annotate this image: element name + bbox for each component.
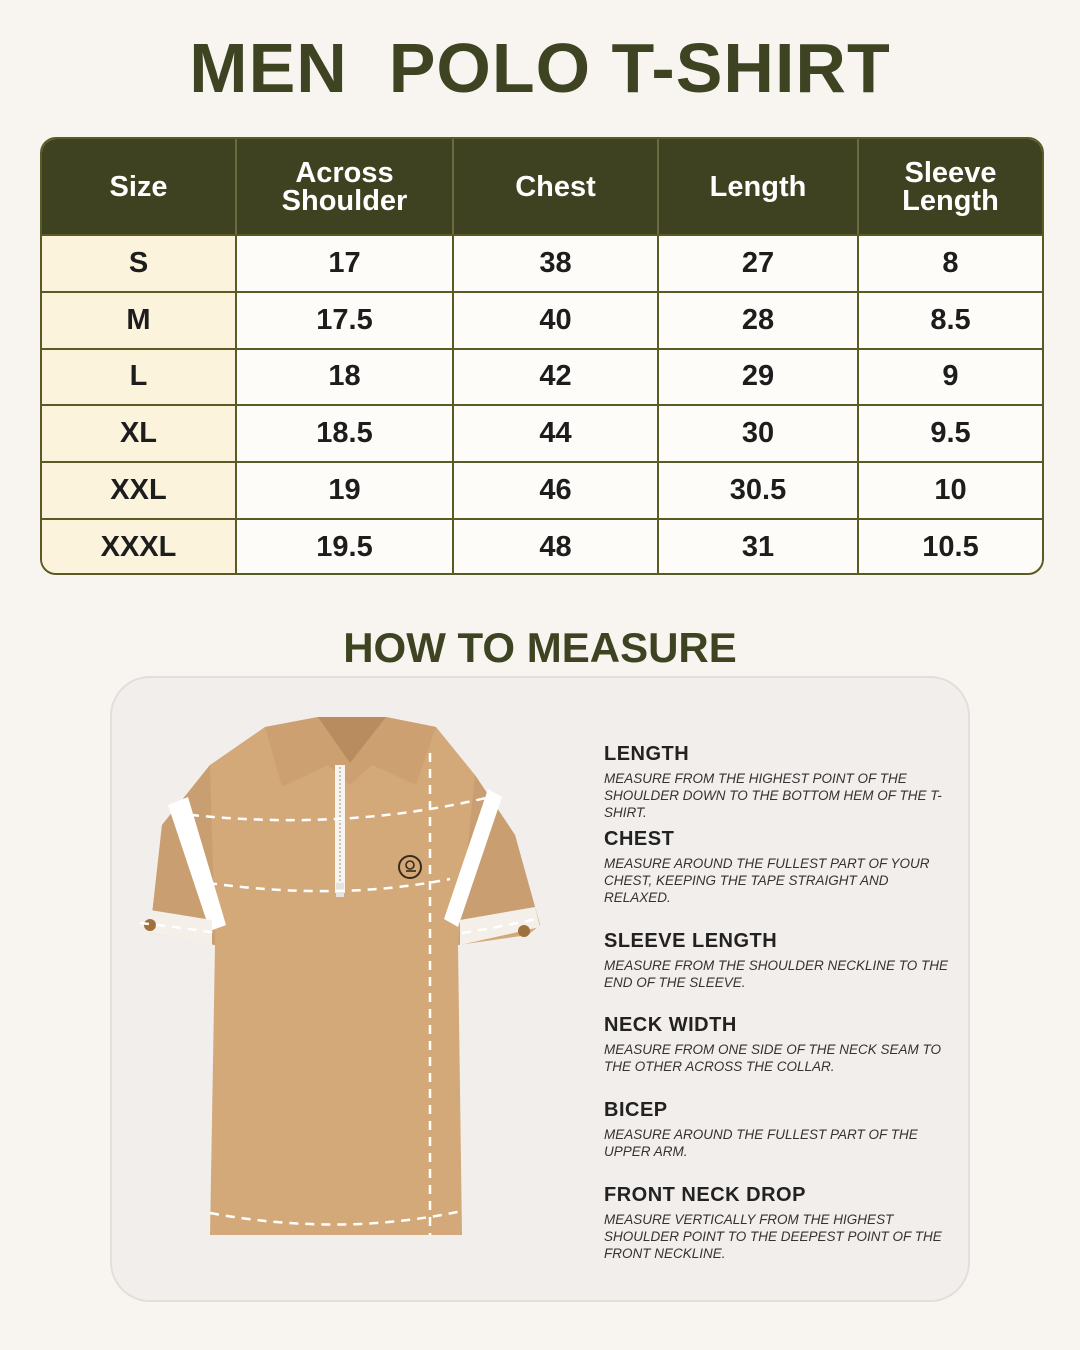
size-cell: S xyxy=(42,236,237,291)
header-length: Length xyxy=(659,139,859,234)
shoulder-cell: 18.5 xyxy=(237,406,454,461)
shoulder-cell: 18 xyxy=(237,350,454,405)
guide-heading: NECK WIDTH xyxy=(604,1014,737,1036)
guide-sleeve-length xyxy=(604,930,954,991)
guide-text: MEASURE VERTICALLY FROM THE HIGHEST SHOULDER POINT TO THE DEEPEST POINT OF THE FRONT NECKLINE. xyxy=(604,1212,942,1261)
page-title: MEN POLO T-SHIRT xyxy=(189,29,891,107)
guide-length xyxy=(604,743,954,821)
guide-heading: LENGTH xyxy=(604,743,690,765)
cuff-button-right xyxy=(518,925,530,937)
length-cell: 27 xyxy=(659,236,859,291)
sleeve-cell: 10 xyxy=(934,474,967,507)
guide-text: MEASURE FROM ONE SIDE OF THE NECK SEAM TO THE OTHER ACROSS THE COLLAR. xyxy=(604,1042,942,1074)
size-chart-table xyxy=(40,137,1044,575)
sleeve-cell: 10.5 xyxy=(922,530,979,563)
guide-text: MEASURE AROUND THE FULLEST PART OF YOUR CHEST, KEEPING THE TAPE STRAIGHT AND RELAXED. xyxy=(604,856,930,905)
table-row xyxy=(42,518,1042,575)
sleeve-cell: 9 xyxy=(942,360,959,393)
guide-bicep xyxy=(604,1099,954,1160)
table-row xyxy=(42,291,1042,348)
header-sleeve-length: Sleeve Length xyxy=(902,156,999,217)
chest-cell: 42 xyxy=(454,350,659,405)
shoulder-cell: 19.5 xyxy=(237,520,454,575)
table-row xyxy=(42,348,1042,405)
chest-cell: 38 xyxy=(454,236,659,291)
length-cell: 30 xyxy=(659,406,859,461)
shoulder-cell: 17 xyxy=(237,236,454,291)
length-cell: 30.5 xyxy=(659,463,859,518)
guide-heading: BICEP xyxy=(604,1099,668,1121)
how-to-measure-title: HOW TO MEASURE xyxy=(343,624,737,671)
sleeve-cell: 9.5 xyxy=(930,417,971,450)
guide-heading: SLEEVE LENGTH xyxy=(604,930,778,952)
size-cell: XL xyxy=(42,406,237,461)
chest-cell: 44 xyxy=(454,406,659,461)
header-chest: Chest xyxy=(454,139,659,234)
length-cell: 29 xyxy=(659,350,859,405)
guide-front-neck-drop xyxy=(604,1184,954,1262)
polo-shirt-illustration xyxy=(140,705,560,1265)
guide-text: MEASURE FROM THE SHOULDER NECKLINE TO THE END OF THE SLEEVE. xyxy=(604,958,949,990)
size-cell: L xyxy=(42,350,237,405)
cuff-button-left xyxy=(144,919,156,931)
size-cell: XXXL xyxy=(42,520,237,575)
size-cell: M xyxy=(42,293,237,348)
guide-heading: CHEST xyxy=(604,828,675,850)
chest-cell: 40 xyxy=(454,293,659,348)
table-header xyxy=(42,139,1042,234)
table-row xyxy=(42,461,1042,518)
guide-text: MEASURE AROUND THE FULLEST PART OF THE UPPER ARM. xyxy=(604,1127,918,1159)
sleeve-cell: 8.5 xyxy=(930,303,971,336)
guide-chest xyxy=(604,828,954,906)
chest-cell: 46 xyxy=(454,463,659,518)
sleeve-cell: 8 xyxy=(942,246,959,279)
guide-neck-width xyxy=(604,1014,954,1075)
length-cell: 31 xyxy=(659,520,859,575)
header-size: Size xyxy=(42,139,237,234)
size-cell: XXL xyxy=(42,463,237,518)
header-across-shoulder: Across Shoulder xyxy=(237,139,454,234)
table-row xyxy=(42,234,1042,291)
guide-text: MEASURE FROM THE HIGHEST POINT OF THE SHOULDER DOWN TO THE BOTTOM HEM OF THE T-SHIRT. xyxy=(604,771,942,820)
guide-heading: FRONT NECK DROP xyxy=(604,1184,806,1206)
chest-cell: 48 xyxy=(454,520,659,575)
shoulder-cell: 17.5 xyxy=(237,293,454,348)
table-row xyxy=(42,404,1042,461)
shoulder-cell: 19 xyxy=(237,463,454,518)
length-cell: 28 xyxy=(659,293,859,348)
